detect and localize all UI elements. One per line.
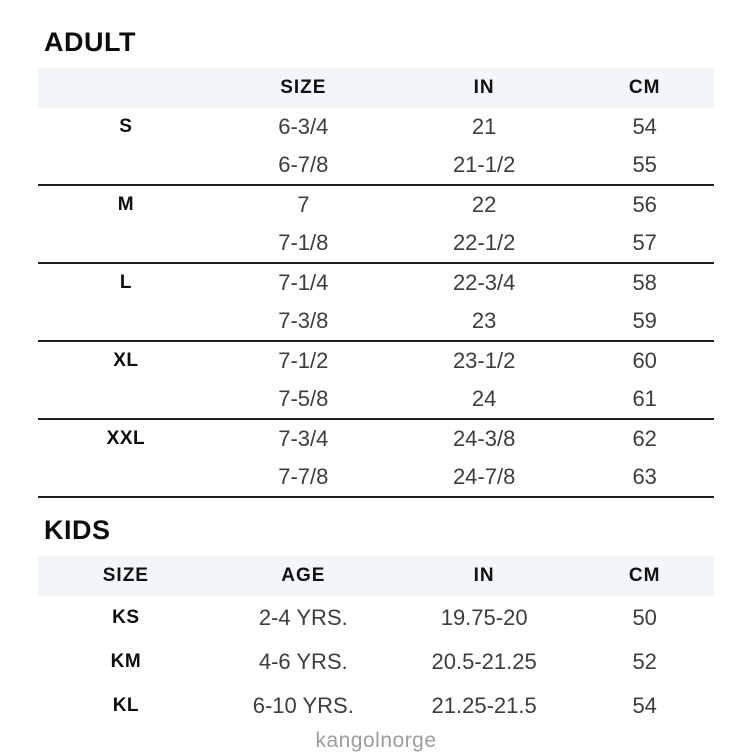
table-row bbox=[38, 420, 714, 458]
size-value: 7-5/8 bbox=[278, 386, 329, 411]
cm-value: 63 bbox=[632, 464, 657, 489]
size-value: 6-3/4 bbox=[278, 114, 329, 139]
cm-value: 57 bbox=[632, 230, 657, 255]
kids-size-label: KL bbox=[112, 695, 140, 716]
size-value: 6-7/8 bbox=[278, 152, 329, 177]
in-value: 23-1/2 bbox=[452, 348, 516, 373]
kids-size-label: KS bbox=[112, 607, 140, 628]
adult-size-group-xl bbox=[38, 342, 714, 420]
size-value: 7-3/4 bbox=[278, 426, 329, 451]
size-value: 7-1/8 bbox=[278, 230, 329, 255]
cm-value: 55 bbox=[632, 152, 657, 177]
size-value: 7-1/4 bbox=[278, 270, 329, 295]
table-row bbox=[38, 108, 714, 146]
kids-section-title: KIDS bbox=[44, 515, 111, 545]
kids-header-cm: CM bbox=[628, 565, 661, 586]
adult-table-header-row bbox=[38, 68, 714, 108]
kids-table-header-row bbox=[38, 556, 714, 596]
size-value: 7-3/8 bbox=[278, 308, 329, 333]
table-row bbox=[38, 684, 714, 728]
size-value: 7-7/8 bbox=[278, 464, 329, 489]
adult-size-group-xxl bbox=[38, 420, 714, 498]
table-row bbox=[38, 186, 714, 224]
cm-value: 56 bbox=[632, 192, 657, 217]
size-group-label: XL bbox=[113, 350, 139, 371]
table-row bbox=[38, 596, 714, 640]
cm-value: 52 bbox=[632, 649, 657, 674]
age-value: 6-10 YRS. bbox=[252, 693, 354, 718]
table-row bbox=[38, 342, 714, 380]
size-value: 7 bbox=[297, 192, 310, 217]
age-value: 4-6 YRS. bbox=[258, 649, 348, 674]
adult-size-group-s bbox=[38, 108, 714, 186]
cm-value: 54 bbox=[632, 693, 657, 718]
in-value: 21 bbox=[471, 114, 497, 139]
size-group-label: S bbox=[119, 116, 133, 137]
adult-header-cm: CM bbox=[628, 77, 661, 98]
in-value: 19.75-20 bbox=[440, 605, 528, 630]
table-row bbox=[38, 224, 714, 262]
table-row bbox=[38, 264, 714, 302]
in-value: 24-7/8 bbox=[452, 464, 516, 489]
adult-size-group-l bbox=[38, 264, 714, 342]
adult-size-table bbox=[38, 68, 714, 498]
adult-header-size: SIZE bbox=[280, 77, 327, 98]
in-value: 22-1/2 bbox=[452, 230, 516, 255]
kids-header-age: AGE bbox=[281, 565, 326, 586]
adult-size-group-m bbox=[38, 186, 714, 264]
in-value: 20.5-21.25 bbox=[431, 649, 537, 674]
in-value: 23 bbox=[471, 308, 497, 333]
table-row bbox=[38, 380, 714, 418]
in-value: 22 bbox=[471, 192, 497, 217]
size-value: 7-1/2 bbox=[278, 348, 329, 373]
size-group-label: M bbox=[117, 194, 135, 215]
cm-value: 58 bbox=[632, 270, 657, 295]
in-value: 21-1/2 bbox=[452, 152, 516, 177]
watermark-text: kangolnorge bbox=[315, 729, 437, 752]
kids-size-label: KM bbox=[110, 651, 142, 672]
table-row bbox=[38, 640, 714, 684]
cm-value: 54 bbox=[632, 114, 657, 139]
cm-value: 61 bbox=[632, 386, 657, 411]
cm-value: 50 bbox=[632, 605, 657, 630]
age-value: 2-4 YRS. bbox=[258, 605, 348, 630]
kids-header-size: SIZE bbox=[102, 565, 149, 586]
in-value: 21.25-21.5 bbox=[431, 693, 537, 718]
table-row bbox=[38, 458, 714, 496]
cm-value: 59 bbox=[632, 308, 657, 333]
kids-size-table bbox=[38, 556, 714, 728]
kids-header-in: IN bbox=[473, 565, 495, 586]
adult-header-in: IN bbox=[473, 77, 495, 98]
in-value: 24 bbox=[471, 386, 497, 411]
in-value: 24-3/8 bbox=[452, 426, 516, 451]
table-row bbox=[38, 302, 714, 340]
adult-section-title: ADULT bbox=[44, 27, 136, 57]
size-group-label: XXL bbox=[106, 428, 146, 449]
cm-value: 62 bbox=[632, 426, 657, 451]
in-value: 22-3/4 bbox=[452, 270, 516, 295]
cm-value: 60 bbox=[632, 348, 657, 373]
table-row bbox=[38, 146, 714, 184]
size-group-label: L bbox=[119, 272, 132, 293]
